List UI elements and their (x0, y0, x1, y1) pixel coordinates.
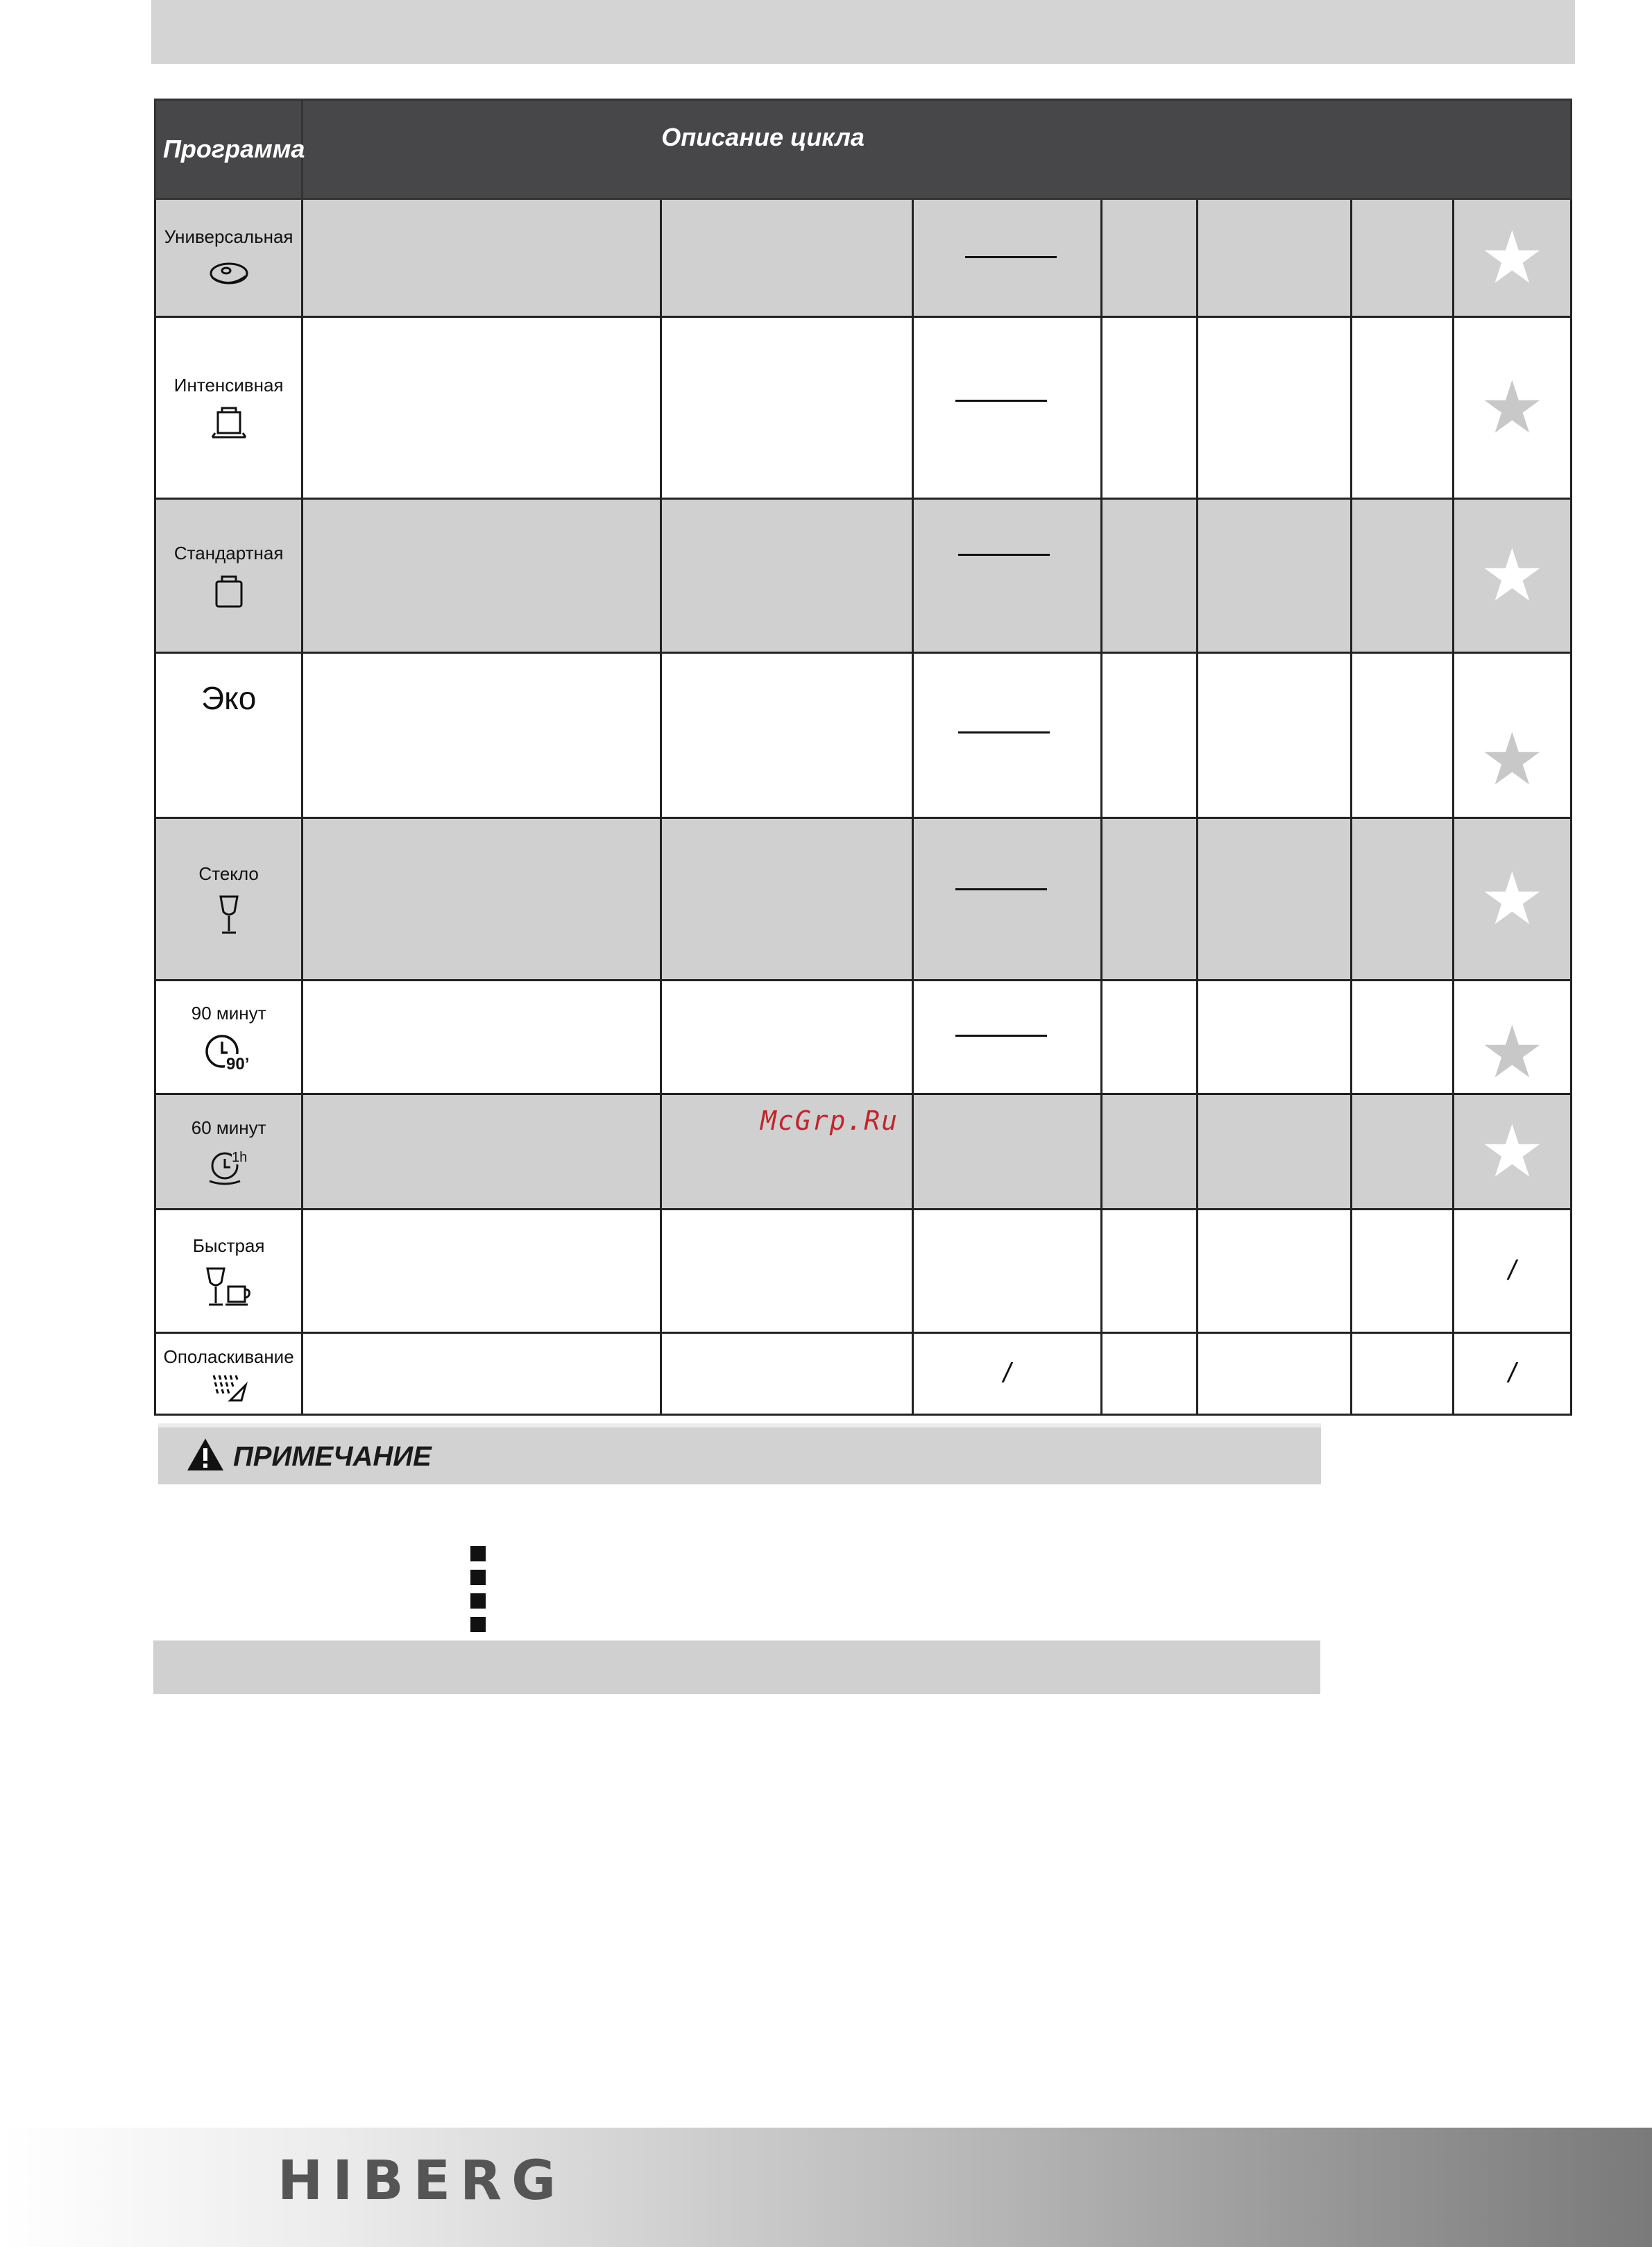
program-cell (155, 317, 303, 499)
star-icon: ★ (1479, 217, 1544, 298)
table-row (155, 653, 1572, 818)
header-description: Описание цикла (303, 100, 1572, 199)
cell (303, 199, 661, 317)
svg-text:1h: 1h (231, 1149, 247, 1165)
program-cell (155, 1094, 303, 1210)
table-row (155, 818, 1572, 981)
dash-line (958, 731, 1050, 734)
cell (1101, 199, 1197, 317)
cell (1352, 818, 1453, 981)
cell (1352, 499, 1453, 653)
star-icon: ★ (1479, 535, 1544, 616)
cell (1198, 1333, 1352, 1415)
program-cell (155, 818, 303, 981)
program-cell (155, 981, 303, 1094)
dash-cell (912, 981, 1101, 1094)
cell (1198, 653, 1352, 818)
brand-logo: HIBERG (278, 2150, 566, 2212)
program-name: Ополаскивание (163, 1346, 294, 1367)
cell (912, 1094, 1101, 1210)
bullet-square (470, 1593, 486, 1609)
program-name: Быстрая (192, 1235, 265, 1256)
warning-icon (186, 1437, 225, 1472)
cell (1352, 317, 1453, 499)
program-name: Стекло (198, 863, 259, 884)
table-header (155, 100, 1572, 199)
cell (1352, 981, 1453, 1094)
cell (303, 317, 661, 499)
program-cell (155, 199, 303, 317)
note-label: ПРИМЕЧАНИЕ (233, 1441, 432, 1472)
program-name: 60 минут (191, 1117, 266, 1138)
star-icon: ★ (1479, 1111, 1544, 1192)
star-cell (1453, 653, 1571, 818)
cell (661, 499, 913, 653)
dash-line (955, 1035, 1047, 1037)
cell (1198, 317, 1352, 499)
star-cell (1453, 199, 1571, 317)
star-icon: ★ (1479, 1012, 1544, 1093)
star-cell (1453, 317, 1571, 499)
slash-cell (1453, 1210, 1571, 1333)
cell (1198, 499, 1352, 653)
dash-cell (912, 499, 1101, 653)
cell (1101, 1333, 1197, 1415)
cell (661, 818, 913, 981)
dash-line (955, 400, 1047, 402)
slash-cell (912, 1333, 1101, 1415)
cell (1101, 1094, 1197, 1210)
program-table (154, 99, 1572, 1416)
program-name: Универсальная (164, 226, 293, 247)
program-name: 90 минут (191, 1002, 266, 1024)
header-program: Программа (155, 100, 303, 199)
program-cell (155, 1210, 303, 1333)
watermark: McGrp.Ru (760, 1105, 899, 1136)
table-row (155, 1210, 1572, 1333)
cell (303, 818, 661, 981)
cell (912, 1210, 1101, 1333)
table-row (155, 981, 1572, 1094)
dash-cell (912, 199, 1101, 317)
pot-icon (210, 573, 248, 609)
cell (1198, 199, 1352, 317)
program-cell (155, 1333, 303, 1415)
dash-cell (912, 818, 1101, 981)
table-row (155, 317, 1572, 499)
note-box (158, 1423, 1321, 1484)
star-cell (1453, 499, 1571, 653)
rinse-shower-icon (210, 1371, 248, 1402)
clock-1h-icon (207, 1148, 251, 1187)
table-row (155, 499, 1572, 653)
bullet-square (470, 1570, 486, 1585)
cell (1198, 1210, 1352, 1333)
star-cell (1453, 1094, 1571, 1210)
cell (303, 499, 661, 653)
bullet-list (470, 1546, 486, 1640)
star-icon: ★ (1479, 367, 1544, 448)
program-cell (155, 653, 303, 818)
cell (303, 981, 661, 1094)
cell (1101, 317, 1197, 499)
bullet-square (470, 1546, 486, 1561)
svg-text:90’: 90’ (225, 1054, 250, 1072)
dash-cell (912, 317, 1101, 499)
cell (1101, 818, 1197, 981)
table-row (155, 199, 1572, 317)
cell (1352, 1333, 1453, 1415)
cell (1101, 1210, 1197, 1333)
cell (661, 199, 913, 317)
star-icon: ★ (1479, 720, 1544, 800)
cell (661, 981, 913, 1094)
cell (1352, 653, 1453, 818)
top-grey-band (151, 0, 1575, 64)
cell (303, 653, 661, 818)
cell (1352, 1210, 1453, 1333)
cell (1101, 499, 1197, 653)
cell (661, 653, 913, 818)
pot-with-handles-icon (208, 405, 250, 441)
slash-mark: / (1508, 1255, 1516, 1286)
dash-line (965, 256, 1057, 258)
dash-cell (912, 653, 1101, 818)
program-name: Стандартная (173, 542, 284, 563)
star-cell (1453, 818, 1571, 981)
cell (1352, 199, 1453, 317)
slash-cell (1453, 1333, 1571, 1415)
cell (303, 1210, 661, 1333)
cell (661, 1333, 913, 1415)
cell (661, 1210, 913, 1333)
wine-glass-icon (215, 894, 243, 935)
cell (1101, 653, 1197, 818)
dash-line (955, 888, 1047, 890)
bullet-square (470, 1617, 486, 1632)
program-name: Эко (201, 680, 257, 716)
bottom-grey-band (153, 1640, 1320, 1694)
footer (0, 2128, 1652, 2247)
cell (1198, 981, 1352, 1094)
cell (303, 1333, 661, 1415)
program-name: Интенсивная (173, 374, 284, 396)
cell (303, 1094, 661, 1210)
cell (1352, 1094, 1453, 1210)
dash-line (958, 554, 1050, 556)
cell (661, 317, 913, 499)
star-icon: ★ (1479, 858, 1544, 940)
cell (1198, 1094, 1352, 1210)
pan-icon (208, 257, 250, 290)
glass-and-cup-icon (205, 1266, 253, 1307)
program-cell (155, 499, 303, 653)
slash-mark: / (1003, 1358, 1011, 1389)
star-cell (1453, 981, 1571, 1094)
cell (1101, 981, 1197, 1094)
clock-90-icon (204, 1033, 254, 1072)
slash-mark: / (1508, 1358, 1516, 1389)
cell (1198, 818, 1352, 981)
table-row (155, 1333, 1572, 1415)
